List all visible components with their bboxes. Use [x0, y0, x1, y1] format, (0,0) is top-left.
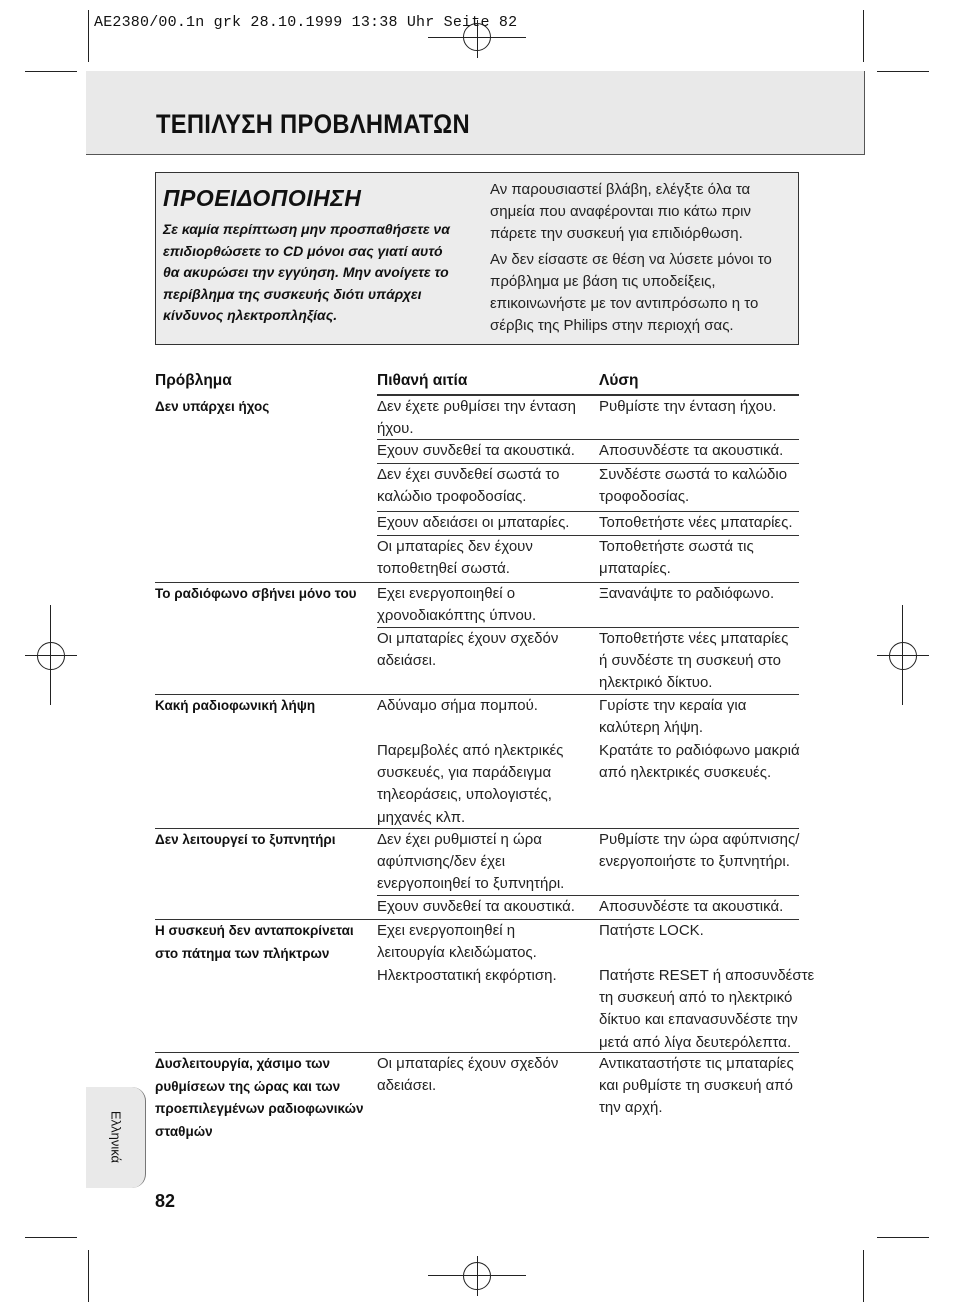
language-tab-label: Ελληνικά	[108, 1110, 124, 1164]
solution-cell	[599, 536, 804, 580]
problem-cell-line: Κακή ραδιοφωνική λήψη	[155, 698, 316, 713]
cause-cell-line: Αδύναμο σήμα πομπού.	[377, 697, 538, 714]
intro-line: πάρετε την συσκευή για επιδιόρθωση.	[490, 224, 743, 242]
solution-cell	[599, 740, 804, 784]
problem-cell-line: Η συσκευή δεν ανταποκρίνεται	[155, 923, 354, 938]
crop-mark	[877, 1237, 929, 1238]
solution-cell-line: την αρχή.	[599, 1099, 663, 1117]
cause-cell-line: τοποθετηθεί σωστά.	[377, 560, 510, 578]
cause-cell-line: αδειάσει.	[377, 1077, 437, 1095]
solution-cell	[599, 440, 804, 462]
crop-mark	[25, 1237, 77, 1238]
solution-cell-line: τη συσκευή από το ηλεκτρικό	[599, 989, 793, 1007]
cause-cell-line: Δεν έχει συνδεθεί σωστά το	[377, 466, 560, 483]
crop-mark	[863, 10, 864, 62]
solution-cell	[599, 628, 804, 695]
cause-cell-line: Εχουν συνδεθεί τα ακουστικά.	[377, 898, 575, 915]
cause-cell	[377, 464, 592, 508]
registration-mark	[463, 1262, 491, 1290]
cause-cell-line: συσκευές, για παράδειγμα	[377, 764, 552, 782]
cause-cell-line: Δεν έχει ρυθμιστεί η ώρα	[377, 831, 542, 848]
problem-cell	[155, 583, 370, 606]
solution-cell-line: τροφοδοσίας.	[599, 488, 690, 506]
solution-cell-line: ενεργοποιήστε το ξυπνητήρι.	[599, 853, 790, 871]
solution-cell-line: Αντικαταστήστε τις μπαταρίες	[599, 1055, 794, 1072]
cause-cell-line: καλώδιο τροφοδοσίας.	[377, 488, 527, 506]
cause-cell	[377, 396, 592, 440]
solution-cell	[599, 829, 804, 873]
registration-mark	[37, 642, 65, 670]
problem-cell	[155, 396, 370, 419]
crop-mark	[863, 1250, 864, 1302]
problem-cell	[155, 1053, 370, 1143]
cause-cell-line: χρονοδιακόπτης ύπνου.	[377, 607, 537, 625]
solution-cell-line: δίκτυο και επανασυνδέστε την	[599, 1011, 798, 1029]
problem-cell-line: ρυθμίσεων της ώρας και των	[155, 1078, 341, 1094]
cause-cell-line: λειτουργία κλειδώματος.	[377, 944, 537, 962]
intro-paragraph	[490, 179, 790, 244]
solution-cell	[599, 965, 815, 1054]
intro-paragraph	[490, 249, 790, 336]
solution-cell-line: Τοποθετήστε σωστά τις	[599, 538, 754, 555]
cause-cell-line: Οι μπαταρίες δεν έχουν	[377, 538, 533, 555]
intro-line: Αν παρουσιαστεί βλάβη, ελέγξτε όλα τα	[490, 181, 751, 198]
crop-mark	[88, 10, 89, 62]
crop-mark	[25, 71, 77, 72]
solution-cell	[599, 583, 804, 605]
solution-cell	[599, 464, 804, 508]
solution-cell-line: Αποσυνδέστε τα ακουστικά.	[599, 442, 784, 459]
cause-cell-line: Εχει ενεργοποιηθεί η	[377, 922, 516, 939]
intro-line: πρόβλημα με βάση τις υποδείξεις,	[490, 273, 716, 291]
solution-cell-line: Ξανανάψτε το ραδιόφωνο.	[599, 585, 775, 602]
cause-cell-line: Οι μπαταρίες έχουν σχεδόν	[377, 630, 559, 647]
cause-cell-line: Παρεμβολές από ηλεκτρικές	[377, 742, 564, 759]
intro-line: σέρβις της Philips στην περιοχή σας.	[490, 316, 734, 334]
solution-cell-line: Γυρίστε την κεραία για	[599, 697, 747, 714]
cause-cell	[377, 1053, 592, 1097]
warning-text	[163, 219, 463, 327]
cause-cell	[377, 628, 592, 672]
solution-cell-line: Ρυθμίστε την ώρα αφύπνισης/	[599, 831, 800, 848]
cause-cell	[377, 536, 592, 580]
column-header-problem: Πρόβλημα	[155, 372, 232, 389]
cause-cell	[377, 695, 592, 717]
crop-mark	[88, 1250, 89, 1302]
solution-cell	[599, 695, 804, 739]
cause-cell-line: τηλεοράσεις, υπολογιστές,	[377, 786, 552, 804]
cause-cell	[377, 896, 592, 918]
solution-cell	[599, 1053, 804, 1120]
problem-cell-line: προεπιλεγμένων ραδιοφωνικών	[155, 1101, 364, 1116]
intro-line: επικοινωνήστε με τον αντιπρόσωπο η το	[490, 294, 759, 312]
column-header-cause: Πιθανή αιτία	[377, 372, 468, 389]
solution-cell	[599, 920, 804, 942]
cause-cell-line: μηχανές κλπ.	[377, 808, 466, 826]
intro-line: σημεία που αναφέρονται πιο κάτω πριν	[490, 202, 751, 220]
intro-line: Αν δεν είσαστε σε θέση να λύσετε μόνοι το	[490, 251, 772, 269]
problem-cell	[155, 695, 370, 718]
problem-cell-line: σταθμών	[155, 1123, 213, 1139]
cause-cell-line: Δεν έχετε ρυθμίσει την ένταση	[377, 398, 577, 415]
problem-cell-line: Δεν υπάρχει ήχος	[155, 399, 270, 414]
cause-cell	[377, 512, 592, 534]
solution-cell-line: Πατήστε LOCK.	[599, 922, 704, 939]
solution-cell-line: Πατήστε RESET ή αποσυνδέστε	[599, 967, 815, 984]
solution-cell-line: και ρυθμίστε τη συσκευή από	[599, 1077, 793, 1095]
intro-text	[490, 179, 790, 342]
cause-cell-line: Εχει ενεργοποιηθεί ο	[377, 585, 516, 602]
cause-cell	[377, 440, 592, 462]
cause-cell-line: ήχου.	[377, 420, 414, 438]
problem-cell	[155, 829, 370, 852]
cause-cell	[377, 583, 592, 627]
cause-cell-line: ενεργοποιηθεί το ξυπνητήρι.	[377, 875, 565, 893]
warning-line: κίνδυνος ηλεκτροπληξίας.	[163, 307, 338, 324]
problem-cell	[155, 920, 370, 965]
solution-cell	[599, 396, 804, 418]
problem-cell-line: στο πάτημα των πλήκτρων	[155, 945, 330, 961]
solution-cell-line: καλύτερη λήψη.	[599, 719, 704, 737]
page-title: ΤΕΠΙΛΥΣΗ ΠΡΟΒΛΗΜΑΤΩΝ	[156, 109, 470, 139]
cause-cell-line: Ηλεκτροστατική εκφόρτιση.	[377, 967, 557, 984]
cause-cell	[377, 740, 592, 829]
crop-mark	[877, 71, 929, 72]
problem-cell-line: Δεν λειτουργεί το ξυπνητήρι	[155, 832, 336, 847]
cause-cell	[377, 965, 592, 987]
cause-cell-line: Εχουν αδειάσει οι μπαταρίες.	[377, 514, 570, 531]
cause-cell-line: αδειάσει.	[377, 652, 437, 670]
cause-cell	[377, 829, 592, 896]
page-number: 82	[155, 1191, 176, 1211]
print-header: AE2380/00.1n grk 28.10.1999 13:38 Uhr Seite 82	[94, 14, 518, 31]
registration-mark	[889, 642, 917, 670]
warning-line: θα ακυρώσει την εγγύηση. Μην ανοίγετε το	[163, 264, 449, 281]
cause-cell-line: αφύπνισης/δεν έχει	[377, 853, 506, 871]
solution-cell-line: Τοποθετήστε νέες μπαταρίες.	[599, 514, 793, 531]
cause-cell-line: Οι μπαταρίες έχουν σχεδόν	[377, 1055, 559, 1072]
solution-cell-line: Ρυθμίστε την ένταση ήχου.	[599, 398, 777, 415]
solution-cell-line: Τοποθετήστε νέες μπαταρίες	[599, 630, 789, 647]
warning-title: ΠΡΟΕΙΔΟΠΟΙΗΣΗ	[163, 185, 362, 211]
problem-cell-line: Το ραδιόφωνο σβήνει μόνο του	[155, 586, 357, 601]
solution-cell-line: μπαταρίες.	[599, 560, 671, 578]
problem-cell-line: Δυσλειτουργία, χάσιμο των	[155, 1056, 331, 1071]
warning-line: περίβλημα της συσκευής διότι υπάρχει	[163, 285, 422, 302]
solution-cell-line: ηλεκτρικό δίκτυο.	[599, 674, 713, 692]
cause-cell	[377, 920, 592, 964]
cause-cell-line: Εχουν συνδεθεί τα ακουστικά.	[377, 442, 575, 459]
solution-cell-line: Κρατάτε το ραδιόφωνο μακριά	[599, 742, 800, 759]
warning-line: Σε καμία περίπτωση μην προσπαθήσετε να	[163, 221, 450, 237]
solution-cell-line: από ηλεκτρικές συσκευές.	[599, 764, 772, 782]
solution-cell-line: Συνδέστε σωστά το καλώδιο	[599, 466, 788, 483]
solution-cell-line: μετά από λίγα δευτερόλεπτα.	[599, 1033, 792, 1051]
solution-cell	[599, 512, 804, 534]
solution-cell-line: Αποσυνδέστε τα ακουστικά.	[599, 898, 784, 915]
warning-line: επιδιορθώσετε το CD μόνοι σας γιατί αυτό	[163, 242, 443, 259]
solution-cell-line: ή συνδέστε τη συσκευή στο	[599, 652, 781, 670]
column-header-solution: Λύση	[599, 372, 639, 389]
solution-cell	[599, 896, 804, 918]
